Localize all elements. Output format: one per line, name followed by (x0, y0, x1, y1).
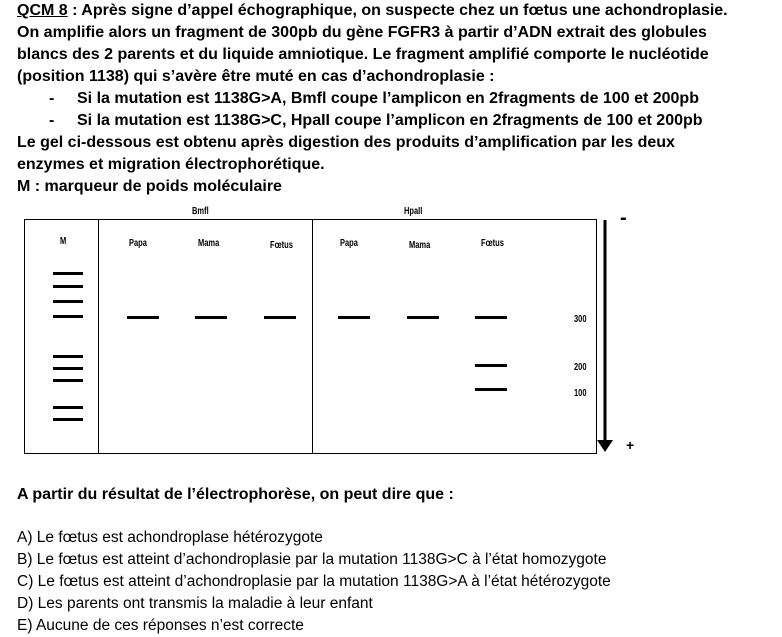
lane-label-foetus-bmfl: Fœtus (270, 240, 293, 251)
lane-label-marker: M (60, 236, 67, 247)
question-line-4: (position 1138) qui s’avère être muté en cas d’achondroplasie : (17, 68, 495, 85)
answer-d[interactable]: D) Les parents ont transmis la maladie à leur enfant (17, 595, 373, 612)
lane-label-mama-bmfl: Mama (198, 238, 220, 249)
migration-plus: + (626, 437, 635, 453)
answer-b[interactable]: B) Le fœtus est atteint d’achondroplasie par la mutation 1138G>C à l’état homozygote (17, 551, 607, 568)
question-line-6: enzymes et migration électrophorétique. (17, 156, 325, 173)
lane-label-foetus-hpaii: Fœtus (481, 238, 504, 249)
answer-e[interactable]: E) Aucune de ces réponses n’est correcte (17, 617, 304, 634)
marker-band (53, 300, 83, 303)
marker-band (53, 272, 83, 275)
question-line-2: On amplifie alors un fragment de 300pb du gène FGFR3 à partir d’ADN extrait des globules (17, 24, 707, 41)
marker-legend: M : marqueur de poids moléculaire (17, 178, 282, 195)
marker-band (53, 285, 83, 288)
gel-divider-enzymes (312, 220, 313, 453)
size-label-300: 300 (574, 314, 587, 325)
enzyme-bmfl-label: Bmfl (192, 206, 209, 217)
bullet-dash-1: - (49, 90, 55, 107)
migration-arrow-icon (592, 216, 622, 456)
gel-divider-marker (98, 220, 99, 453)
bullet-bmfl: Si la mutation est 1138G>A, Bmfl coupe l’amplicon en 2fragments de 100 et 200pb (77, 90, 699, 107)
answer-a[interactable]: A) Le fœtus est achondroplase hétérozygote (17, 529, 323, 546)
electrophoresis-gel (24, 219, 597, 454)
marker-band (53, 418, 83, 421)
band-papa-hpaii-300 (338, 316, 370, 319)
band-foetus-bmfl-300 (264, 316, 296, 319)
band-mama-bmfl-300 (195, 316, 227, 319)
marker-band (53, 367, 83, 370)
band-foetus-hpaii-100 (475, 388, 507, 391)
marker-band (53, 406, 83, 409)
band-papa-bmfl-300 (127, 316, 159, 319)
bullet-hpaii: Si la mutation est 1138G>C, HpaII coupe l’amplicon en 2fragments de 100 et 200pb (77, 112, 703, 129)
size-label-100: 100 (574, 388, 587, 399)
band-foetus-hpaii-200 (475, 364, 507, 367)
size-label-200: 200 (574, 362, 587, 373)
band-mama-hpaii-300 (407, 316, 439, 319)
lane-label-papa-hpaii: Papa (340, 238, 358, 249)
marker-band (53, 315, 83, 318)
answer-c[interactable]: C) Le fœtus est atteint d’achondroplasie par la mutation 1138G>A à l’état hétérozygote (17, 573, 611, 590)
qcm-title: QCM 8 (17, 2, 68, 19)
marker-band (53, 355, 83, 358)
answer-prompt: A partir du résultat de l’électrophorèse, on peut dire que : (17, 486, 454, 503)
question-intro: : Après signe d’appel échographique, on suspecte chez un fœtus une achondroplasie. (67, 2, 728, 19)
lane-label-mama-hpaii: Mama (409, 240, 431, 251)
migration-minus: - (620, 207, 627, 229)
question-line-3: blancs des 2 parents et du liquide amniotique. Le fragment amplifié comporte le nucléotide (17, 46, 709, 63)
marker-band (53, 379, 83, 382)
band-foetus-hpaii-300 (475, 316, 507, 319)
bullet-dash-2: - (49, 112, 55, 129)
question-line-5: Le gel ci-dessous est obtenu après digestion des produits d’amplification par les deux (17, 134, 675, 151)
enzyme-hpaii-label: HpaII (404, 206, 423, 217)
question-heading (17, 0, 728, 22)
lane-label-papa-bmfl: Papa (129, 238, 147, 249)
